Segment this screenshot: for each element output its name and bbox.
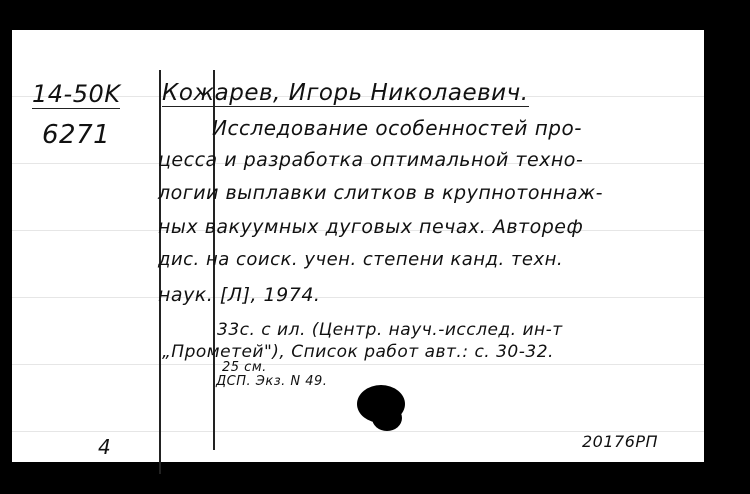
title-line: ных вакуумных дуговых печах. Автореф xyxy=(158,216,584,238)
desc-line: ДСП. Экз. N 49. xyxy=(216,374,328,389)
title-line: цесса и разработка оптимальной техно- xyxy=(158,149,584,171)
ink-blot xyxy=(372,405,402,431)
title-line: наук. [Л], 1974. xyxy=(158,284,321,306)
title-line: дис. на соиск. учен. степени канд. техн. xyxy=(158,249,564,270)
margin-line-left xyxy=(159,70,161,474)
desc-line: „Прометей"), Список работ авт.: с. 30-32. xyxy=(162,342,554,362)
classification-code: 14-50K xyxy=(32,80,121,108)
desc-line: 33с. с ил. (Центр. науч.-исслед. ин-т xyxy=(217,320,563,340)
title-line: Исследование особенностей про- xyxy=(212,116,582,140)
desc-line: 25 см. xyxy=(222,360,267,375)
inventory-number: 20176РП xyxy=(582,432,659,451)
catalog-card xyxy=(12,30,704,462)
bottom-left-mark: 4 xyxy=(98,435,112,459)
card-number: 6271 xyxy=(42,120,111,150)
author-heading: Кожарев, Игорь Николаевич. xyxy=(162,80,529,106)
title-line: логии выплавки слитков в крупнотоннаж- xyxy=(158,182,603,204)
